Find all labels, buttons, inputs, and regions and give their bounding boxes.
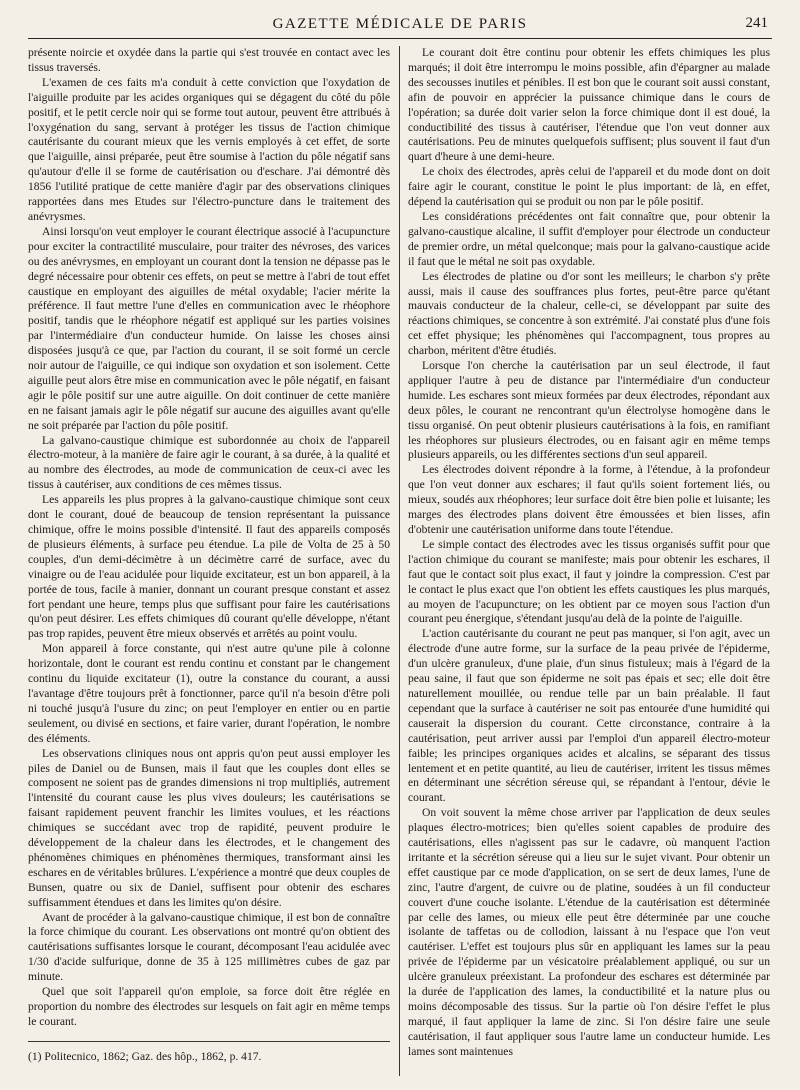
page-header xyxy=(28,14,772,39)
column-divider xyxy=(399,46,400,1076)
paragraph: Lorsque l'on cherche la cautérisation par un seul électrode, il faut appliquer l'autre à peu de distance par l'intermédiaire d'un conducteur humide. Les eschares sont mieux formées par deux électrodes, répondant aux deux pôles, le courant ne rencontrant qu'un électrolyse homogène dans le tissu organisé. On peut obtenir plusieurs cautérisations à la fois, en ramifiant les rhéophores sur plusieurs électrodes, ou en faisant agir en même temps plusieurs appareils, ou les différentes sections d'un seul appareil. xyxy=(408,359,770,462)
paragraph: Mon appareil à force constante, qui n'est autre qu'une pile à colonne horizontale, dont le courant est rendu continu et constant par le changement continu du liquide excitateur (1), outre la constance du courant, a aussi l'avantage d'être toujours prêt à fonctionner, parce qu'il n'a besoin d'être poli ni touché jusqu'à l'usure du zinc; on peut l'employer en entier ou en partie seulement, ou divisé en sections, et faire varier, durant l'opération, le nombre des éléments. xyxy=(28,642,390,745)
paragraph: On voit souvent la même chose arriver par l'application de deux seules plaques électro-motrices; bien qu'elles soient capables de produire des cautérisations, elles n'agissent pas sur le cadavre, où manquent l'action irritante et la sécrétion séreuse qui a lieu sur le sujet vivant. Pour obtenir un effet caustique par ce mode d'application, on se sert de deux lames, l'une de zinc, l'autre d'argent, de cuivre ou de platine, soudées à un fil conducteur couvert d'une couche isolante. L'étendue de la cautérisation est déterminée par celle des lames, ou mieux elle peut être déterminée par une couche isolante de taffetas ou de collodion, laissant à nu l'espace que l'on veut cautériser. L'effet est toujours plus sûr en appliquant les lames sur la peau privée de l'épiderme par un vésicatoire préalablement appliqué, ou sur un ulcère granuleux préexistant. La profondeur des eschares est déterminée par la durée de l'application des lames, la conductibilité et la nature plus ou moins décomposable des tissus. Sur la partie où l'on désire l'effet le plus marqué, il faut appliquer la lame de zinc. Si l'on désire faire une seule cautérisation, il faut appliquer sous l'autre lame un conducteur humide. Les lames sont maintenues xyxy=(408,806,770,1058)
paragraph: La galvano-caustique chimique est subordonnée au choix de l'appareil électro-moteur, à la manière de faire agir le courant, à sa durée, à la qualité et au nombre des électrodes, au mode de communication de ceux-ci avec les tissus à cautériser, aux conditions de ces mêmes tissus. xyxy=(28,433,390,492)
journal-title: GAZETTE MÉDICALE DE PARIS xyxy=(272,16,528,32)
paragraph: L'action cautérisante du courant ne peut pas manquer, si l'on agit, avec un électrode d'une autre forme, sur la surface de la peau privée de l'épiderme, d'un ulcère granuleux, d'une plaie, d'un sinus fistuleux; mais à l'égard de la peau saine, il faut que son épiderme ne soit pas épais et sec; elle doit être naturellement mouillée, ou rendue telle par un bain préalable. Il faut cependant que la surface à cautériser ne soit pas entourée d'une humidité qui causerait la dispersion du courant. Cette circonstance, contraire à la cautérisation, peut arriver aussi par l'emploi d'un appareil électro-moteur faible; les principes organiques acides et alcalins, se séparant des tissus lentement et en petite quantité, au lieu de cautériser, irritent les tissus mêmes en déterminant une sécrétion séreuse qui, se répandant à l'entour, dévie le courant. xyxy=(408,627,770,805)
paragraph: Les observations cliniques nous ont appris qu'on peut aussi employer les piles de Daniel ou de Bunsen, mais il faut que les couples dont elles se composent ne soient pas de grandes dimensions ni trop multipliés, autrement l'intensité du courant cause les plus vives douleurs; les cautérisations se faisant rapidement peuvent franchir les limites voulues, et les réactions chimiques se succédant avec trop de rapidité, peuvent produire le développement de la chaleur dans les électrodes, et le changement des phénomènes chimiques en phénomènes thermiques, transformant ainsi les eschares en de véritables brûlures. L'expérience a montré que deux couples de Bunsen, quatre ou six de Daniel, suffisent pour obtenir des eschares suffisamment étendues et dans les limites qu'on désire. xyxy=(28,746,390,909)
footnote-divider xyxy=(28,1041,390,1042)
paragraph: Les électrodes doivent répondre à la forme, à l'étendue, à la profondeur que l'on veut donner aux eschares; il faut qu'ils soient fortement liés, ou mieux, soudés aux rhéophores; leur surface doit être bien polie et luisante; les marges des électrodes plans doivent être émoussées et bien lisses, afin d'obtenir une cautérisation uniforme dans toute l'étendue. xyxy=(408,463,770,536)
paragraph: Ainsi lorsqu'on veut employer le courant électrique associé à l'acupuncture pour exciter la contractilité musculaire, pour traiter des névroses, des varices ou des anévrysmes, en employant un courant dont la tension ne dépasse pas le degré nécessaire pour obtenir ces effets, on peut se mettre à l'abri de tout effet caustique en employant des aiguilles de métal oxydable; l'acier mérite la préférence. Il faut mettre l'une d'elles en communication avec le rhéophore positif, tandis que le rhéophore négatif est appliqué sur les parties voisines par l'intermédiaire d'un conducteur humide. On laisse les choses ainsi disposées jusqu'à ce que, par l'action du courant, il se soit formé un cercle noir autour de l'aiguille, ce qui indique son oxydation et son isolement. Cette aiguille peut alors être mise en communication avec le pôle négatif, en faisant agir le pôle positif sur une autre aiguille. On doit continuer de cette manière en ne faisant jamais agir le pôle négatif sur aucune des aiguilles avant qu'elle ne soit préparée par l'action du pôle positif. xyxy=(28,224,390,432)
paragraph: Les considérations précédentes ont fait connaître que, pour obtenir la galvano-caustique alcaline, il suffit d'employer pour électrode un conducteur de premier ordre, un métal quelconque; mais pour la galvano-caustique acide il faut que le métal ne soit pas oxydable. xyxy=(408,209,770,268)
paragraph: Quel que soit l'appareil qu'on emploie, sa force doit être réglée en proportion du nombre des électrodes sur lesquels on fait agir en même temps le courant. xyxy=(28,985,390,1028)
paragraph: présente noircie et oxydée dans la partie qui s'est trouvée en contact avec les tissus traversés. xyxy=(28,46,390,74)
paragraph: Les électrodes de platine ou d'or sont les meilleurs; le charbon s'y prête aussi, mais il cause des souffrances plus fortes, peut-être parce qu'étant mauvais conducteur de la chaleur, celle-ci, se développant par suite des réactions chimiques, se concentre à son extrémité. J'ai constaté plus d'une fois cet effet physique; les phénomènes qui l'accompagnent, tous propres au charbon, méritent d'être étudiés. xyxy=(408,269,770,358)
paragraph: Le simple contact des électrodes avec les tissus organisés suffit pour que l'action chimique du courant se manifeste; mais pour obtenir les eschares, il faut que le contact soit plus exact, il faut y joindre la compression. C'est par le contact le plus exact que l'on obtient les effets caustiques les plus marqués, au moyen de l'acupuncture; on les obtient par ce moyen sous l'action d'un courant peu énergique, s'étendant jusqu'au delà de la pointe de l'aiguille. xyxy=(408,537,770,626)
page-number: 241 xyxy=(745,15,768,31)
paragraph: L'examen de ces faits m'a conduit à cette conviction que l'oxydation de l'aiguille produite par les acides organiques qui se dégagent du côté du pôle positif, et le petit cercle noir qui se forme tout autour, peuvent être attribués à l'oxygénation du sang, servant à protéger les tissus de l'action chimique cautérisante du courant mieux que les vernis employés à cet effet, de sorte que l'aiguille, ainsi préparée, peut être soumise à l'action du pôle négatif sans qu'autour d'elle il se forme de cautérisation ou d'eschare. J'ai démontré dès 1856 l'utilité pratique de cette manière d'agir par des observations cliniques rapportées dans mes Etudes sur l'électro-puncture dans le traitement des anévrysmes. xyxy=(28,75,390,223)
paragraph: Les appareils les plus propres à la galvano-caustique chimique sont ceux dont le courant, doué de beaucoup de tension représentant la puissance chimique, offre le moins possible d'intensité. Il faut des appareils composés de plusieurs éléments, à surface peu étendue. La pile de Volta de 25 à 50 couples, d'un demi-décimètre à un décimètre carré de surface, avec du vinaigre ou de l'eau acidulée pour liquide excitateur, est un bon appareil, à la portée de tous, facile à manier, donnant un courant presque constant et assez fort pendant une heure, temps plus que suffisant pour faire les cautérisations qu'on peut désirer. Les effets chimiques dû courant qu'elle développe, n'étant pas trop rapides, peuvent être mieux observés et arrêtés au point voulu. xyxy=(28,493,390,641)
right-column xyxy=(408,46,770,1060)
paragraph: Avant de procéder à la galvano-caustique chimique, il est bon de connaître la force chimique du courant. Les observations ont montré qu'on obtient des cautérisations suffisantes lorsque le courant, décomposant l'eau acidulée avec 1/30 d'acide sulfurique, donne de 35 à 125 millimètres cubes de gaz par minute. xyxy=(28,910,390,984)
footnote: (1) Politecnico, 1862; Gaz. des hôp., 1862, p. 417. xyxy=(28,1050,262,1063)
paragraph: Le choix des électrodes, après celui de l'appareil et du mode dont on doit faire agir le courant, constitue le point le plus important: de là, en effet, dépend la cautérisation qui se produit ou non par le pôle positif. xyxy=(408,165,770,209)
left-column xyxy=(28,46,390,1030)
paragraph: Le courant doit être continu pour obtenir les effets chimiques les plus marqués; il doit être interrompu le moins possible, afin d'épargner au malade des secousses inutiles et pénibles. Il est bon que le courant soit aussi constant, afin de pouvoir en apprécier la puissance chimique dans le cours de l'opération; sa durée doit varier selon la force chimique dont il est doué, la conductibilité des tissus à cautériser, l'étendue que l'on veut donner aux cautérisations. Peu de minutes quelquefois suffisent; plus souvent il faut d'un quart d'heure à une demi-heure. xyxy=(408,46,770,164)
